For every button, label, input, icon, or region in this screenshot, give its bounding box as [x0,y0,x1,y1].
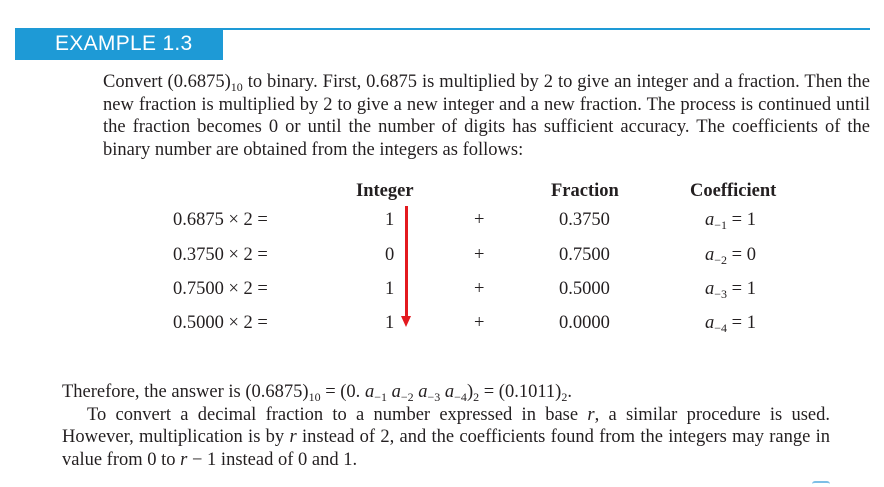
read-direction-arrow [405,206,408,318]
row-coefficient [705,209,756,231]
coefficient-header: Coefficient [690,181,777,201]
row-fraction: 0.3750 [559,210,610,230]
conclusion-text: Therefore, the answer is (0.6875) [62,382,309,402]
conclusion-text: . [567,382,572,402]
base-variable: r [180,449,188,470]
base-variable: r [289,427,297,447]
row-expression: 0.7500 × 2 = [173,279,268,299]
intro-text-start: Convert (0.6875) [103,72,231,92]
coef-subscript: −3 [427,390,441,404]
general-text: − 1 instead of 0 and 1. [187,449,358,470]
base-subscript: 10 [230,80,243,94]
conclusion-text: ) [466,382,474,402]
row-plus: + [474,313,485,333]
row-expression: 0.6875 × 2 = [173,210,268,230]
base-subscript: 2 [473,390,480,404]
row-plus: + [474,210,485,230]
coef-symbol: a [705,210,715,230]
intro-text-rest: to binary. First, 0.6875 is multiplied by 2 to give an integer and a fraction. Then the new fraction is multiplied by 2 to give a new integer and a new fraction. The process is continued until the fraction becomes 0 or until the number of digits has sufficient accuracy. The coefficients of the binary number are obtained from the integers as follows: [103,72,870,160]
row-integer: 1 [385,313,395,333]
base-subscript: 10 [308,390,321,404]
row-fraction: 0.7500 [559,245,610,265]
row-integer: 1 [385,210,395,230]
coef-subscript: −1 [714,218,728,232]
coef-subscript: −3 [714,287,728,301]
example-label: EXAMPLE 1.3 [15,28,223,60]
base-subscript: 2 [561,390,568,404]
coef-symbol: a [391,382,401,402]
coef-symbol: a [444,382,455,402]
page-corner-mark [812,481,830,487]
conclusion-paragraph [62,381,830,471]
coef-subscript: −1 [374,390,387,404]
general-text: , a similar procedure is used. However, multiplication is by [62,404,831,447]
row-coefficient [705,244,756,266]
row-coefficient [705,278,756,300]
general-text: To convert a decimal fraction to a number expressed in base [87,404,588,425]
row-expression: 0.3750 × 2 = [173,245,268,265]
coef-subscript: −4 [714,321,728,335]
coef-value: = 1 [727,313,756,333]
arrow-down-icon [401,316,411,327]
coef-symbol: a [705,279,715,299]
coef-subscript: −2 [714,253,728,267]
base-variable: r [587,404,595,425]
intro-paragraph [103,71,870,161]
coef-symbol: a [364,382,375,402]
coef-subscript: −4 [454,390,467,404]
row-fraction: 0.5000 [559,279,610,299]
coef-symbol: a [705,313,715,333]
coef-symbol: a [418,382,428,402]
conclusion-text: = (0.1011) [479,382,562,402]
row-coefficient [705,312,756,334]
row-expression: 0.5000 × 2 = [173,313,268,333]
conclusion-text: = (0. [320,382,365,402]
row-integer: 1 [385,279,395,299]
coef-subscript: −2 [400,390,414,404]
fraction-header: Fraction [551,181,619,201]
coef-value: = 1 [727,279,756,299]
coef-value: = 1 [727,210,756,230]
integer-header: Integer [356,181,414,201]
row-plus: + [474,279,485,299]
general-text: instead of 2, and the coefficients found from the integers may range in value from 0 to [62,427,830,470]
coef-value: = 0 [727,245,756,265]
row-plus: + [474,245,485,265]
row-integer: 0 [385,245,395,265]
coef-symbol: a [705,245,715,265]
row-fraction: 0.0000 [559,313,610,333]
